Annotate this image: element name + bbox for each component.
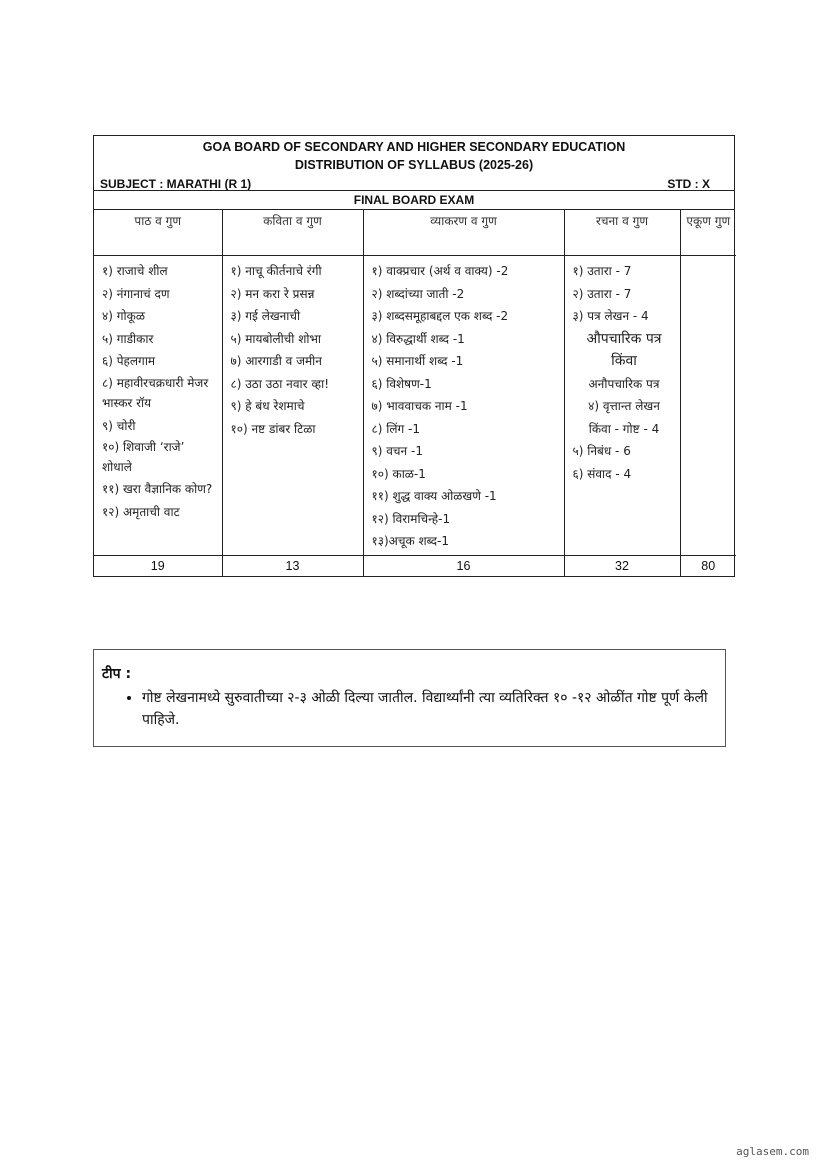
lesson-item: ९) चोरी [102,418,136,433]
poem-item: १०) नष्ट डांबर टिळा [230,421,316,436]
lesson-item: १) राजाचे शील [102,264,168,278]
grammar-item: १) वाक्प्रचार (अर्थ व वाक्य) -2 [371,264,509,278]
poems-total: 13 [222,555,363,576]
composition-item: ५) निबंध - 6 [572,444,631,458]
syllabus-title: DISTRIBUTION OF SYLLABUS (2025-26) [294,158,534,172]
grammar-item: १०) काळ-1 [371,466,426,481]
lesson-item: १०) शिवाजी ‘राजे’ शोधाले [102,440,185,474]
board-header [94,136,734,174]
footer-watermark: aglasem.com [736,1145,809,1158]
composition-cell [564,256,680,556]
poem-item: ५) मायबोलीची शोभा [230,331,322,346]
lesson-item: ८) महावीरचक्रधारी मेजर भास्कर रॉय [102,375,209,410]
composition-item: ३) पत्र लेखन - 4 [572,309,649,323]
note-item: • गोष्ट लेखनामध्ये सुरुवातीच्या २-३ ओळी दिल्या जातील. विद्यार्थ्यांनी त्या व्यतिरिक्त १० -१२ ओळींत गोष्ट पूर्ण केली पाहिजे. [142,687,717,731]
composition-item: औपचारिक पत्र [586,330,662,347]
column-header: रचना व गुण [564,210,680,256]
board-name: GOA BOARD OF SECONDARY AND HIGHER SECONDARY EDUCATION [202,140,626,154]
lesson-item: ४) गोकूळ [102,309,145,323]
composition-item: २) उतारा - 7 [572,286,632,301]
grammar-item: ६) विशेषण-1 [371,376,432,391]
poem-item: ७) आरगाडी व जमीन [230,354,322,368]
grammar-total: 16 [363,555,564,576]
column-header: कविता व गुण [222,210,363,256]
composition-item: अनौपचारिक पत्र [588,376,660,391]
std-label: STD : X [667,177,710,191]
syllabus-table [94,210,736,576]
lesson-item: १२) अमृताची वाट [102,505,180,519]
note-box [93,649,726,747]
poem-item: २) मन करा रे प्रसन्न [230,286,315,301]
grand-total: 80 [680,555,736,576]
poem-item: ८) उठा उठा नवार व्हा! [230,376,330,391]
lessons-cell [94,256,222,556]
note-list [102,687,717,731]
grammar-item: ११) शुद्ध वाक्य ओळखणे -1 [371,489,497,503]
grammar-item: २) शब्दांच्या जाती -2 [371,286,465,301]
column-header-row [94,210,736,256]
content-row [94,256,736,556]
lesson-item: ५) गाडीकार [102,331,154,346]
column-header: व्याकरण व गुण [363,210,564,256]
composition-item: ४) वृत्तान्त लेखन [588,399,660,413]
exam-title: FINAL BOARD EXAM [94,191,734,210]
composition-item: ६) संवाद - 4 [572,466,632,481]
composition-item: किंवा - गोष्ट - 4 [588,421,660,436]
note-title: टीप : [102,666,132,682]
composition-item: १) उतारा - 7 [572,264,632,278]
grammar-item: ७) भाववाचक नाम -1 [371,399,468,413]
poem-item: ३) गई लेखनाची [230,309,301,323]
grammar-item: १२) विरामचिन्हे-1 [371,511,451,526]
composition-total: 32 [564,555,680,576]
grammar-item: १३)अचूक शब्द-1 [371,534,449,548]
lesson-item: ६) पेहलगाम [102,354,156,368]
grammar-item: ४) विरुद्धार्थी शब्द -1 [371,331,465,346]
poem-item: १) नाचू कीर्तनाचे रंगी [230,264,322,278]
column-header: एकूण गुण [680,210,736,256]
lessons-total: 19 [94,555,222,576]
syllabus-table-frame [93,135,735,577]
composition-item: किंवा [611,353,637,369]
grammar-item: ५) समानार्थी शब्द -1 [371,354,464,368]
subject-row [94,174,734,191]
grammar-item: ३) शब्दसमूहाबद्दल एक शब्द -2 [371,309,509,323]
lesson-item: २) नंगानाचं दण [102,286,170,301]
poem-item: ९) हे बंध रेशमाचे [230,399,305,413]
total-cell-empty [680,256,736,556]
grammar-item: ९) वचन -1 [371,444,423,458]
poems-cell [222,256,363,556]
totals-row [94,555,736,576]
lesson-item: ११) खरा वैज्ञानिक कोण? [102,482,213,496]
subject-label: SUBJECT : MARATHI (R 1) [100,177,252,191]
grammar-cell [363,256,564,556]
column-header: पाठ व गुण [94,210,222,256]
grammar-item: ८) लिंग -1 [371,421,421,436]
